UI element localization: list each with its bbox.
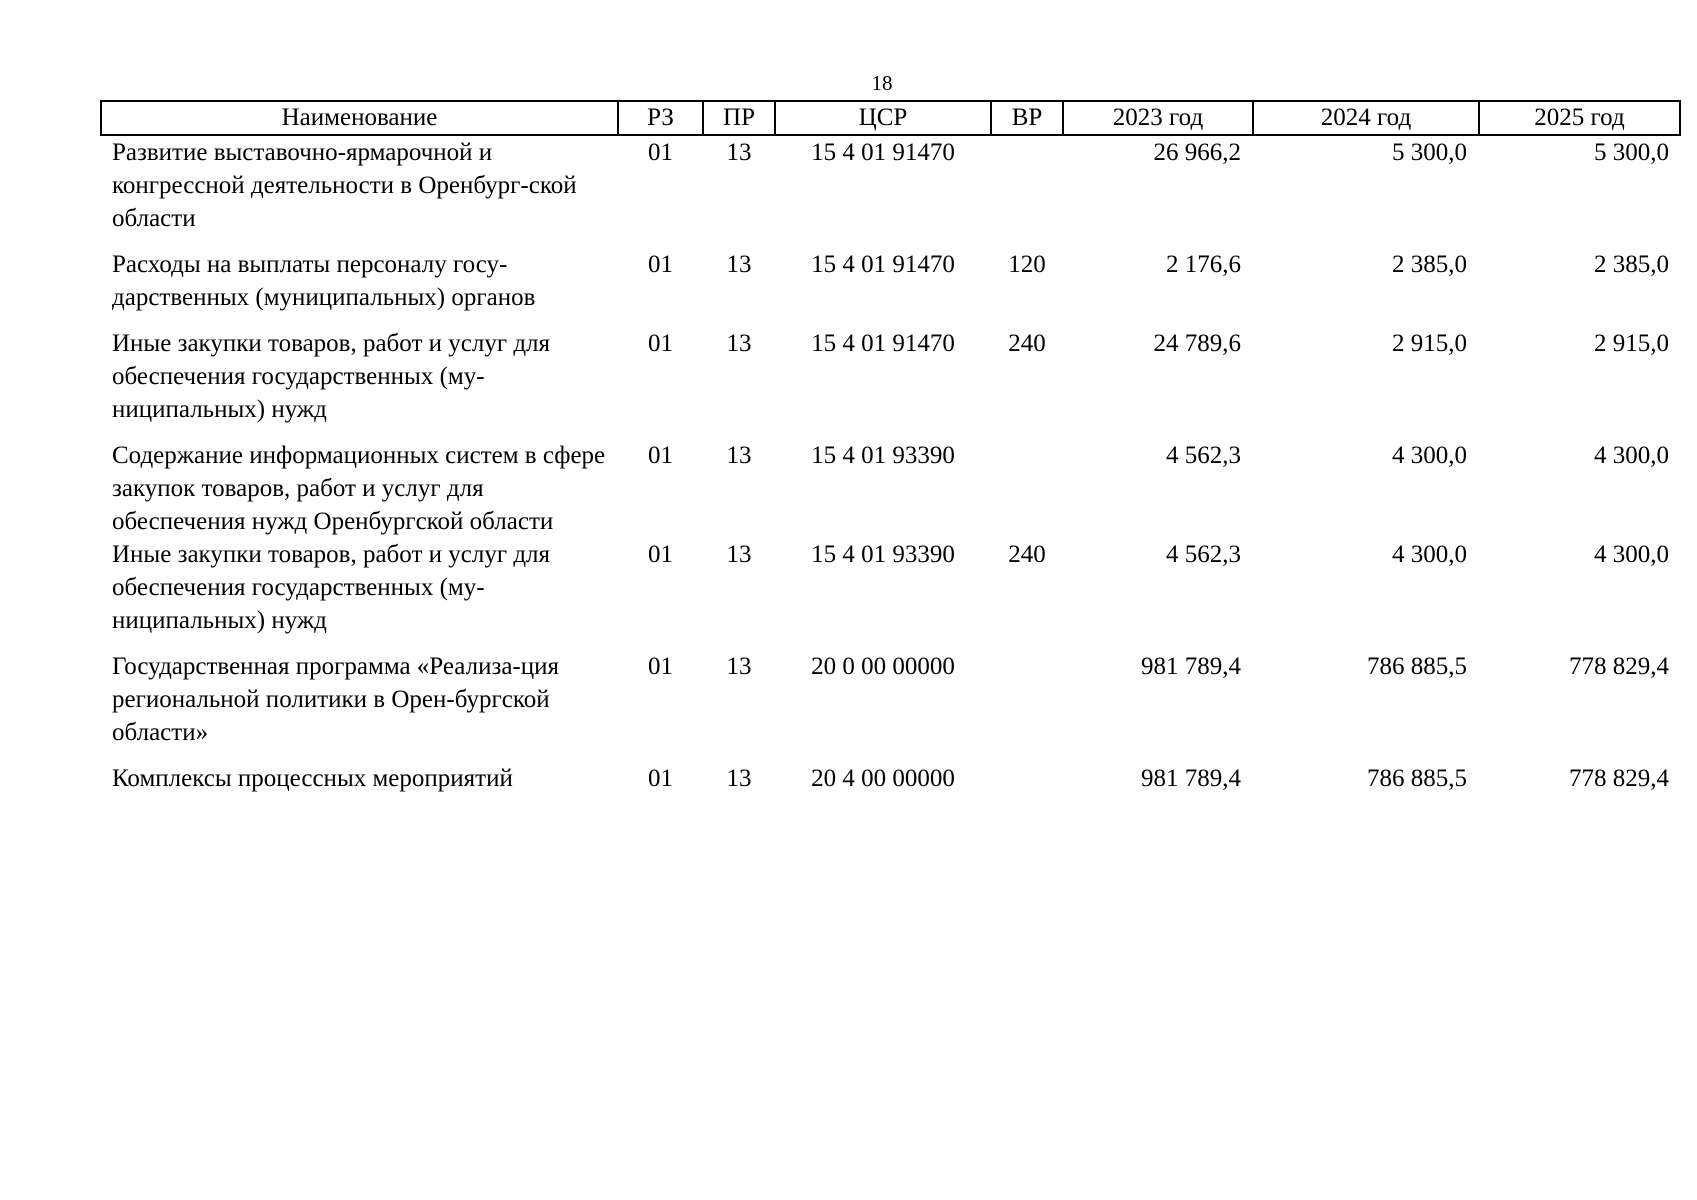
row-2023: 4 562,3 xyxy=(1166,541,1241,568)
row-2024: 5 300,0 xyxy=(1392,139,1467,166)
row-csr: 15 4 01 91470 xyxy=(811,251,955,278)
row-2025: 4 300,0 xyxy=(1594,541,1669,568)
header-2023: 2023 год xyxy=(1063,101,1253,135)
table-row xyxy=(101,439,1680,538)
row-name: Расходы на выплаты персоналу госу-дарственных (муниципальных) органов xyxy=(112,251,536,311)
row-name: Иные закупки товаров, работ и услуг для обеспечения государственных (му-ниципальных) нужд xyxy=(112,541,551,634)
row-csr: 15 4 01 93390 xyxy=(811,442,955,469)
row-vr: 120 xyxy=(1008,251,1046,278)
row-name: Комплексы процессных мероприятий xyxy=(112,765,513,792)
header-2024: 2024 год xyxy=(1253,101,1479,135)
row-pr: 13 xyxy=(726,541,752,568)
row-2025: 778 829,4 xyxy=(1569,653,1669,680)
table-row xyxy=(101,650,1680,762)
header-row xyxy=(101,101,1680,135)
row-rz: 01 xyxy=(648,765,673,792)
row-2024: 786 885,5 xyxy=(1367,653,1467,680)
row-vr: 240 xyxy=(1008,541,1046,568)
row-2023: 2 176,6 xyxy=(1166,251,1241,278)
row-2023: 4 562,3 xyxy=(1166,442,1241,469)
row-2023: 26 966,2 xyxy=(1153,139,1241,166)
row-pr: 13 xyxy=(726,139,752,166)
row-2024: 4 300,0 xyxy=(1392,442,1467,469)
row-csr: 15 4 01 91470 xyxy=(811,139,955,166)
row-vr xyxy=(991,650,1063,762)
row-2025: 4 300,0 xyxy=(1594,442,1669,469)
row-2024: 2 915,0 xyxy=(1392,330,1467,357)
row-rz: 01 xyxy=(648,139,673,166)
row-name: Государственная программа «Реализа-ция региональной политики в Орен-бургской области» xyxy=(112,653,560,746)
row-vr xyxy=(991,135,1063,248)
row-csr: 20 0 00 00000 xyxy=(811,653,955,680)
row-2023: 981 789,4 xyxy=(1141,765,1241,792)
table-row xyxy=(101,135,1680,248)
header-csr: ЦСР xyxy=(775,101,991,135)
row-vr xyxy=(991,439,1063,538)
row-pr: 13 xyxy=(726,765,752,792)
row-rz: 01 xyxy=(648,653,673,680)
header-rz: РЗ xyxy=(618,101,703,135)
row-vr: 240 xyxy=(1008,330,1046,357)
row-2025: 2 385,0 xyxy=(1594,251,1669,278)
header-2025: 2025 год xyxy=(1479,101,1680,135)
row-rz: 01 xyxy=(648,251,673,278)
row-rz: 01 xyxy=(648,330,673,357)
table-row xyxy=(101,762,1680,795)
row-rz: 01 xyxy=(648,541,673,568)
budget-table xyxy=(100,100,1681,795)
row-pr: 13 xyxy=(726,330,752,357)
row-rz: 01 xyxy=(648,442,673,469)
table-header xyxy=(101,101,1680,135)
row-name: Развитие выставочно-ярмарочной и конгрессной деятельности в Оренбург-ской области xyxy=(112,139,577,232)
row-vr xyxy=(991,762,1063,795)
row-csr: 15 4 01 93390 xyxy=(811,541,955,568)
row-pr: 13 xyxy=(726,442,752,469)
row-csr: 20 4 00 00000 xyxy=(811,765,955,792)
table-row xyxy=(101,248,1680,327)
header-vr: ВР xyxy=(991,101,1063,135)
table-row xyxy=(101,538,1680,650)
row-name: Содержание информационных систем в сфере закупок товаров, работ и услуг для обеспечения нужд Оренбургской области xyxy=(112,442,606,535)
row-2025: 778 829,4 xyxy=(1569,765,1669,792)
row-2024: 786 885,5 xyxy=(1367,765,1467,792)
row-2025: 2 915,0 xyxy=(1594,330,1669,357)
row-pr: 13 xyxy=(726,653,752,680)
table-body xyxy=(101,135,1680,795)
row-2023: 24 789,6 xyxy=(1153,330,1241,357)
row-2024: 4 300,0 xyxy=(1392,541,1467,568)
row-pr: 13 xyxy=(726,251,752,278)
page-number: 18 xyxy=(871,71,893,95)
row-2024: 2 385,0 xyxy=(1392,251,1467,278)
row-2023: 981 789,4 xyxy=(1141,653,1241,680)
row-name: Иные закупки товаров, работ и услуг для обеспечения государственных (му-ниципальных) нужд xyxy=(112,330,551,423)
header-name: Наименование xyxy=(101,101,618,135)
row-csr: 15 4 01 91470 xyxy=(811,330,955,357)
header-pr: ПР xyxy=(703,101,775,135)
table-row xyxy=(101,327,1680,439)
row-2025: 5 300,0 xyxy=(1594,139,1669,166)
